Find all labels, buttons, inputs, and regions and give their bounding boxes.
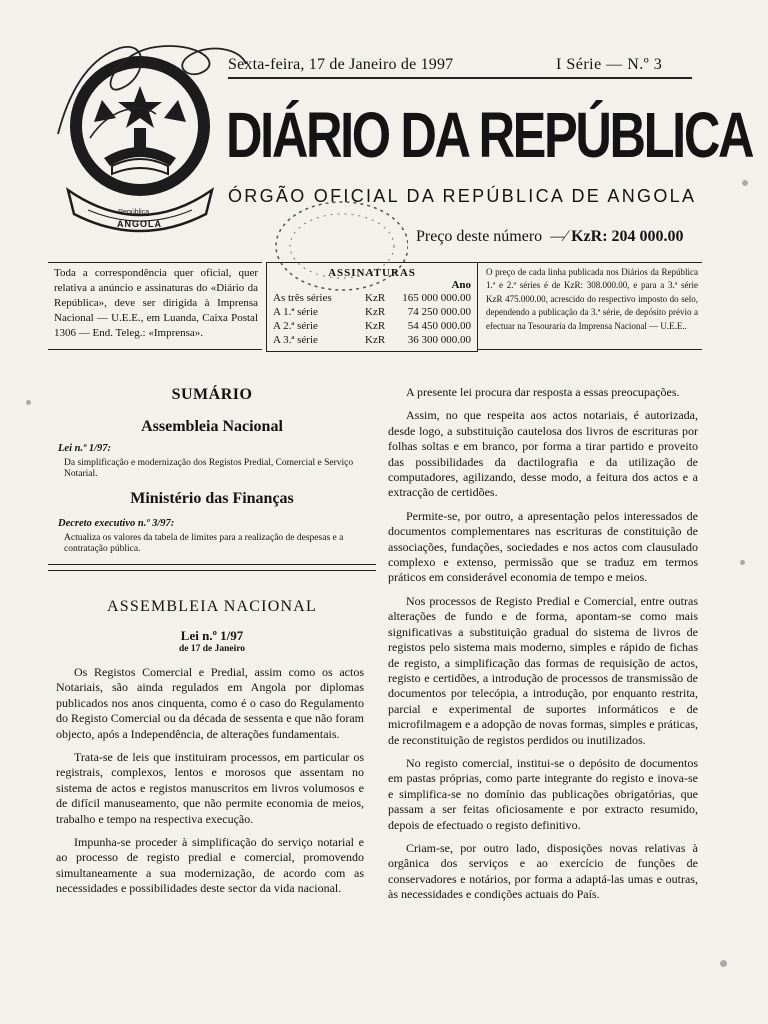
subscription-label: A 2.ª série bbox=[273, 320, 318, 332]
paragraph: Permite-se, por outro, a apresentação pelos interessados de documentos complementares nas escrituras de constituição de associações, fundações, sociedades e nos actos com clausulado complexo e extenso, permissão que se traduz em termos práticos em considerável economia de tempo e meios. bbox=[388, 508, 698, 585]
scan-speckle bbox=[742, 180, 748, 186]
paragraph: Criam-se, por outro lado, disposições novas relativas à orgânica dos serviços e ao exercício de funções de conservadores e notários, por forma a adaptá-las umas e outras, às necessidades e condições actuais do País. bbox=[388, 840, 698, 902]
price-line bbox=[416, 228, 684, 246]
header-rule bbox=[228, 77, 692, 79]
price-label: Preço deste número bbox=[416, 228, 543, 245]
subscription-value: 165 000 000.00 bbox=[402, 292, 471, 304]
summary-lei-description: Da simplificação e modernização dos Registos Predial, Comercial e Serviço Notarial. bbox=[64, 458, 354, 479]
correspondence-note: Toda a correspondência quer oficial, quer relativa a anúncio e assinaturas do «Diário da República», deve ser dirigida à Imprensa Nacional — U.E.E., em Luanda, Caixa Postal 1306 — End. Teleg.: «Imprensa». bbox=[48, 262, 262, 350]
masthead-title: DIÁRIO DA REPÚBLICA bbox=[226, 99, 753, 171]
subscription-currency: KzR bbox=[365, 334, 386, 346]
subscriptions-year-label: Ano bbox=[451, 279, 471, 291]
law-title: Lei n.º 1/97 bbox=[180, 628, 244, 643]
right-column-text bbox=[388, 385, 698, 911]
subscription-row bbox=[267, 319, 477, 333]
scan-speckle bbox=[26, 400, 31, 405]
scan-speckle bbox=[740, 560, 745, 565]
subscription-value: 54 450 000.00 bbox=[407, 320, 471, 332]
subscription-label: A 1.ª série bbox=[273, 306, 318, 318]
emblem-text-top: República bbox=[118, 209, 150, 216]
handwritten-scribble-icon bbox=[50, 18, 250, 158]
paragraph: Impunha-se proceder à simplificação do serviço notarial e ao processo de registo predial e comercial, promovendo simultaneamente a sua modernização, de acordo com as necessidades e possibilidades deste sector da vida nacional. bbox=[56, 835, 364, 896]
issue-date: Sexta-feira, 17 de Janeiro de 1997 bbox=[228, 56, 454, 73]
subscription-value: 36 300 000.00 bbox=[407, 334, 471, 346]
section-title-assembly: ASSEMBLEIA NACIONAL bbox=[107, 598, 317, 615]
subscription-row bbox=[267, 333, 477, 347]
summary-title: SUMÁRIO bbox=[171, 386, 253, 403]
paragraph: A presente lei procura dar resposta a essas preocupações. bbox=[406, 385, 680, 399]
subscription-currency: KzR bbox=[365, 292, 386, 304]
emblem-text-bottom: ANGOLA bbox=[117, 219, 162, 229]
subscription-label: A 3.ª série bbox=[273, 334, 318, 346]
subscription-row bbox=[267, 305, 477, 319]
masthead-subtitle: ÓRGÃO OFICIAL DA REPÚBLICA DE ANGOLA bbox=[228, 186, 697, 206]
summary-section-assembly: Assembleia Nacional bbox=[141, 418, 283, 435]
paragraph: Nos processos de Registo Predial e Comercial, entre outras alterações de fundo e de forma, apontam-se como mais significativas a substituição gradual do sistema de livros de registos pelo sistema mais moderno, simples e rápido de fichas de registo, a simplificação das formas de requisição de actos, registo e certidões, a introdução de processos de transmissão de documentos por telecópia, a introdução, por enquanto restrita, parcial e experimental de suportes informáticos e de microfilmagem e a adopção de novas formas, simples e práticas, de reconstituição de registos perdidos ou inutilizados. bbox=[388, 593, 698, 747]
subscription-row bbox=[267, 291, 477, 305]
paragraph: Trata-se de leis que instituiram processos, em particular os registrais, complexos, lentos e morosos que assentam no sistema de actos e registos manuscritos em livros volumosos e de difícil manuseamento, que não permite economia de meios, trabalho e tempo na respectiva execução. bbox=[56, 750, 364, 826]
paragraph: Os Registos Comercial e Predial, assim como os actos Notariais, são ainda regulados em Angola por diplomas publicados nos anos cinquenta, como é o caso do Regulamento do Registo Comercial ou da década de sessenta e que não foram objecto, após a Independência, de alterações fundamentais. bbox=[56, 665, 364, 741]
paragraph: Assim, no que respeita aos actos notariais, é autorizada, desde logo, a substituição cautelosa dos livros de escrituras por folhas soltas e em branco, por forma a tirar partido e proveito das possibilidades da dactilografia e da utilização de computadores, agilizando, desse modo, a feitura dos actos e a extracção de certidões. bbox=[388, 408, 698, 500]
paragraph: No registo comercial, institui-se o depósito de documentos em pastas próprias, como parte integrante do registo e inova-se e simplifica-se no domínio das publicações obrigatórias, que passam a ser feitas oficiosamente e por extracto resumido, depois de efectuado o registo definitivo. bbox=[388, 755, 698, 832]
issue-series: I Série — N.º 3 bbox=[556, 56, 663, 73]
price-check-icon: —∕ bbox=[546, 228, 568, 245]
subscriptions-table bbox=[266, 262, 478, 352]
subscriptions-title: ASSINATURAS bbox=[328, 267, 416, 279]
subscription-value: 74 250 000.00 bbox=[407, 306, 471, 318]
summary-lei-label: Lei n.º 1/97: bbox=[58, 443, 112, 454]
scan-speckle bbox=[720, 960, 727, 967]
subscription-currency: KzR bbox=[365, 320, 386, 332]
section-divider bbox=[48, 564, 376, 571]
summary-section-finance: Ministério das Finanças bbox=[130, 490, 294, 507]
law-date: de 17 de Janeiro bbox=[178, 644, 246, 654]
summary-decreto-label: Decreto executivo n.º 3/97: bbox=[58, 518, 175, 529]
price-value: KzR: 204 000.00 bbox=[571, 228, 684, 245]
summary-decreto-description: Actualiza os valores da tabela de limites para a realização de despesas e a contratação pública. bbox=[64, 533, 344, 554]
price-note: O preço de cada linha publicada nos Diários da República 1.ª e 2.ª séries é de KzR: 308.000.00, e para a 3.ª série KzR 475.000.00, acrescido do respectivo imposto do selo, dependendo a publicação da 3.ª série, de depósito prévio a efectuar na Tesouraria da Imprensa Nacional — U.E.E.. bbox=[478, 262, 702, 350]
left-column-text bbox=[56, 665, 364, 905]
subscription-label: As três séries bbox=[273, 292, 332, 304]
subscription-currency: KzR bbox=[365, 306, 386, 318]
